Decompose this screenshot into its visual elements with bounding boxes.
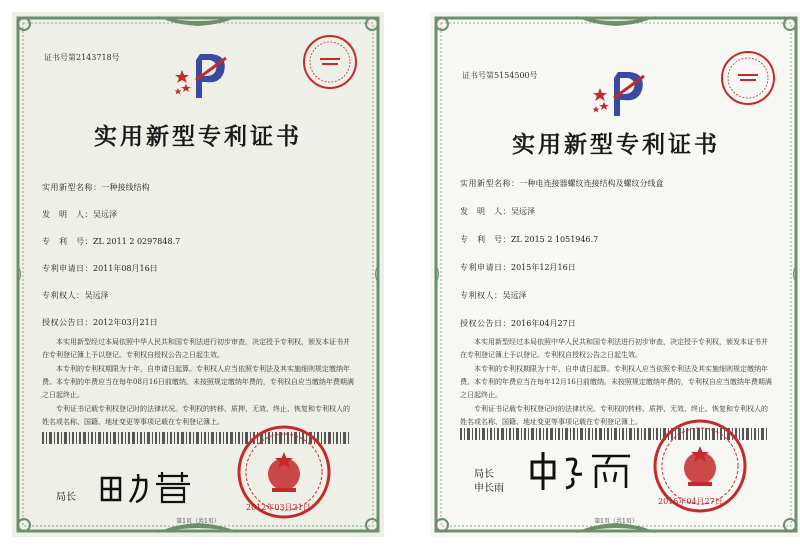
corner-seal-icon	[718, 48, 778, 108]
field-patentee: 专利权人：吴远泽	[42, 291, 109, 300]
corner-seal-icon	[300, 32, 360, 92]
certificate-title: 实用新型专利证书	[512, 131, 720, 158]
director-label: 局长 申长雨	[474, 469, 504, 494]
field-inventor: 发 明 人：吴远泽	[42, 210, 117, 219]
director-signature-icon	[526, 448, 636, 494]
field-patent-number: 专 利 号：ZL 2015 2 1051946.7	[460, 235, 599, 244]
patent-office-emblem-icon	[172, 50, 232, 102]
page-number: 第1页（共1页）	[176, 518, 220, 525]
field-patent-number: 专 利 号：ZL 2011 2 0297848.7	[42, 237, 181, 246]
field-inventor: 发 明 人：吴远泽	[460, 207, 535, 216]
certificate-right	[430, 12, 800, 537]
certificate-body: 本实用新型经过本局依照中华人民共和国专利法进行初步审查，决定授予专利权，颁发本证书并在专利登记簿上予以登记。专利权自授权公告之日起生效。 本专利的专利权期限为十年，自申请日起算。专利权人应当依照专利法及其实施细则规定缴纳年费。本专利的年费应当在每年08月16日前缴纳。未按照规定缴纳年费的，专利权自应当缴纳年费期满之日起终止。 专利证书记载专利权登记时的法律状况。专利权的转移、质押、无效、终止、恢复和专利权人的姓名或名称、国籍、地址变更等事项记载在专利登记簿上。	[42, 338, 354, 426]
patent-office-emblem-icon	[590, 68, 650, 120]
page-number: 第1页（共1页）	[594, 518, 638, 525]
seal-date: 2016年04月27日	[658, 497, 723, 506]
certificate-number: 证书号第2143718号	[44, 53, 120, 62]
certificate-title: 实用新型专利证书	[94, 123, 302, 150]
certificate-body: 本实用新型经过本局依照中华人民共和国专利法进行初步审查，决定授予专利权，颁发本证书并在专利登记簿上予以登记。专利权自授权公告之日起生效。 本专利的专利权期限为十年，自申请日起算。专利权人应当依照专利法及其实施细则规定缴纳年费。本专利的年费应当在每年12月16日前缴纳。未按照规定缴纳年费的，专利权自应当缴纳年费期满之日起终止。 专利证书记载专利权登记时的法律状况。专利权的转移、质押、无效、终止、恢复和专利权人的姓名或名称、国籍、地址变更等事项记载在专利登记簿上。	[460, 338, 772, 426]
field-utility-name: 实用新型名称：一种接线结构	[42, 183, 150, 192]
field-grant-date: 授权公告日：2012年03月21日	[42, 318, 158, 327]
field-application-date: 专利申请日：2015年12月16日	[460, 263, 576, 272]
seal-date: 2012年03月21日	[246, 503, 311, 512]
certificate-left	[12, 12, 384, 537]
field-grant-date: 授权公告日：2016年04月27日	[460, 319, 576, 328]
director-label: 局长	[56, 492, 76, 503]
director-signature-icon	[96, 468, 196, 508]
certificate-number: 证书号第5154500号	[462, 71, 538, 80]
field-application-date: 专利申请日：2011年08月16日	[42, 264, 158, 273]
field-utility-name: 实用新型名称：一种电连接器螺纹连接结构及螺纹分线盒	[460, 179, 664, 188]
field-patentee: 专利权人：吴远泽	[460, 291, 527, 300]
